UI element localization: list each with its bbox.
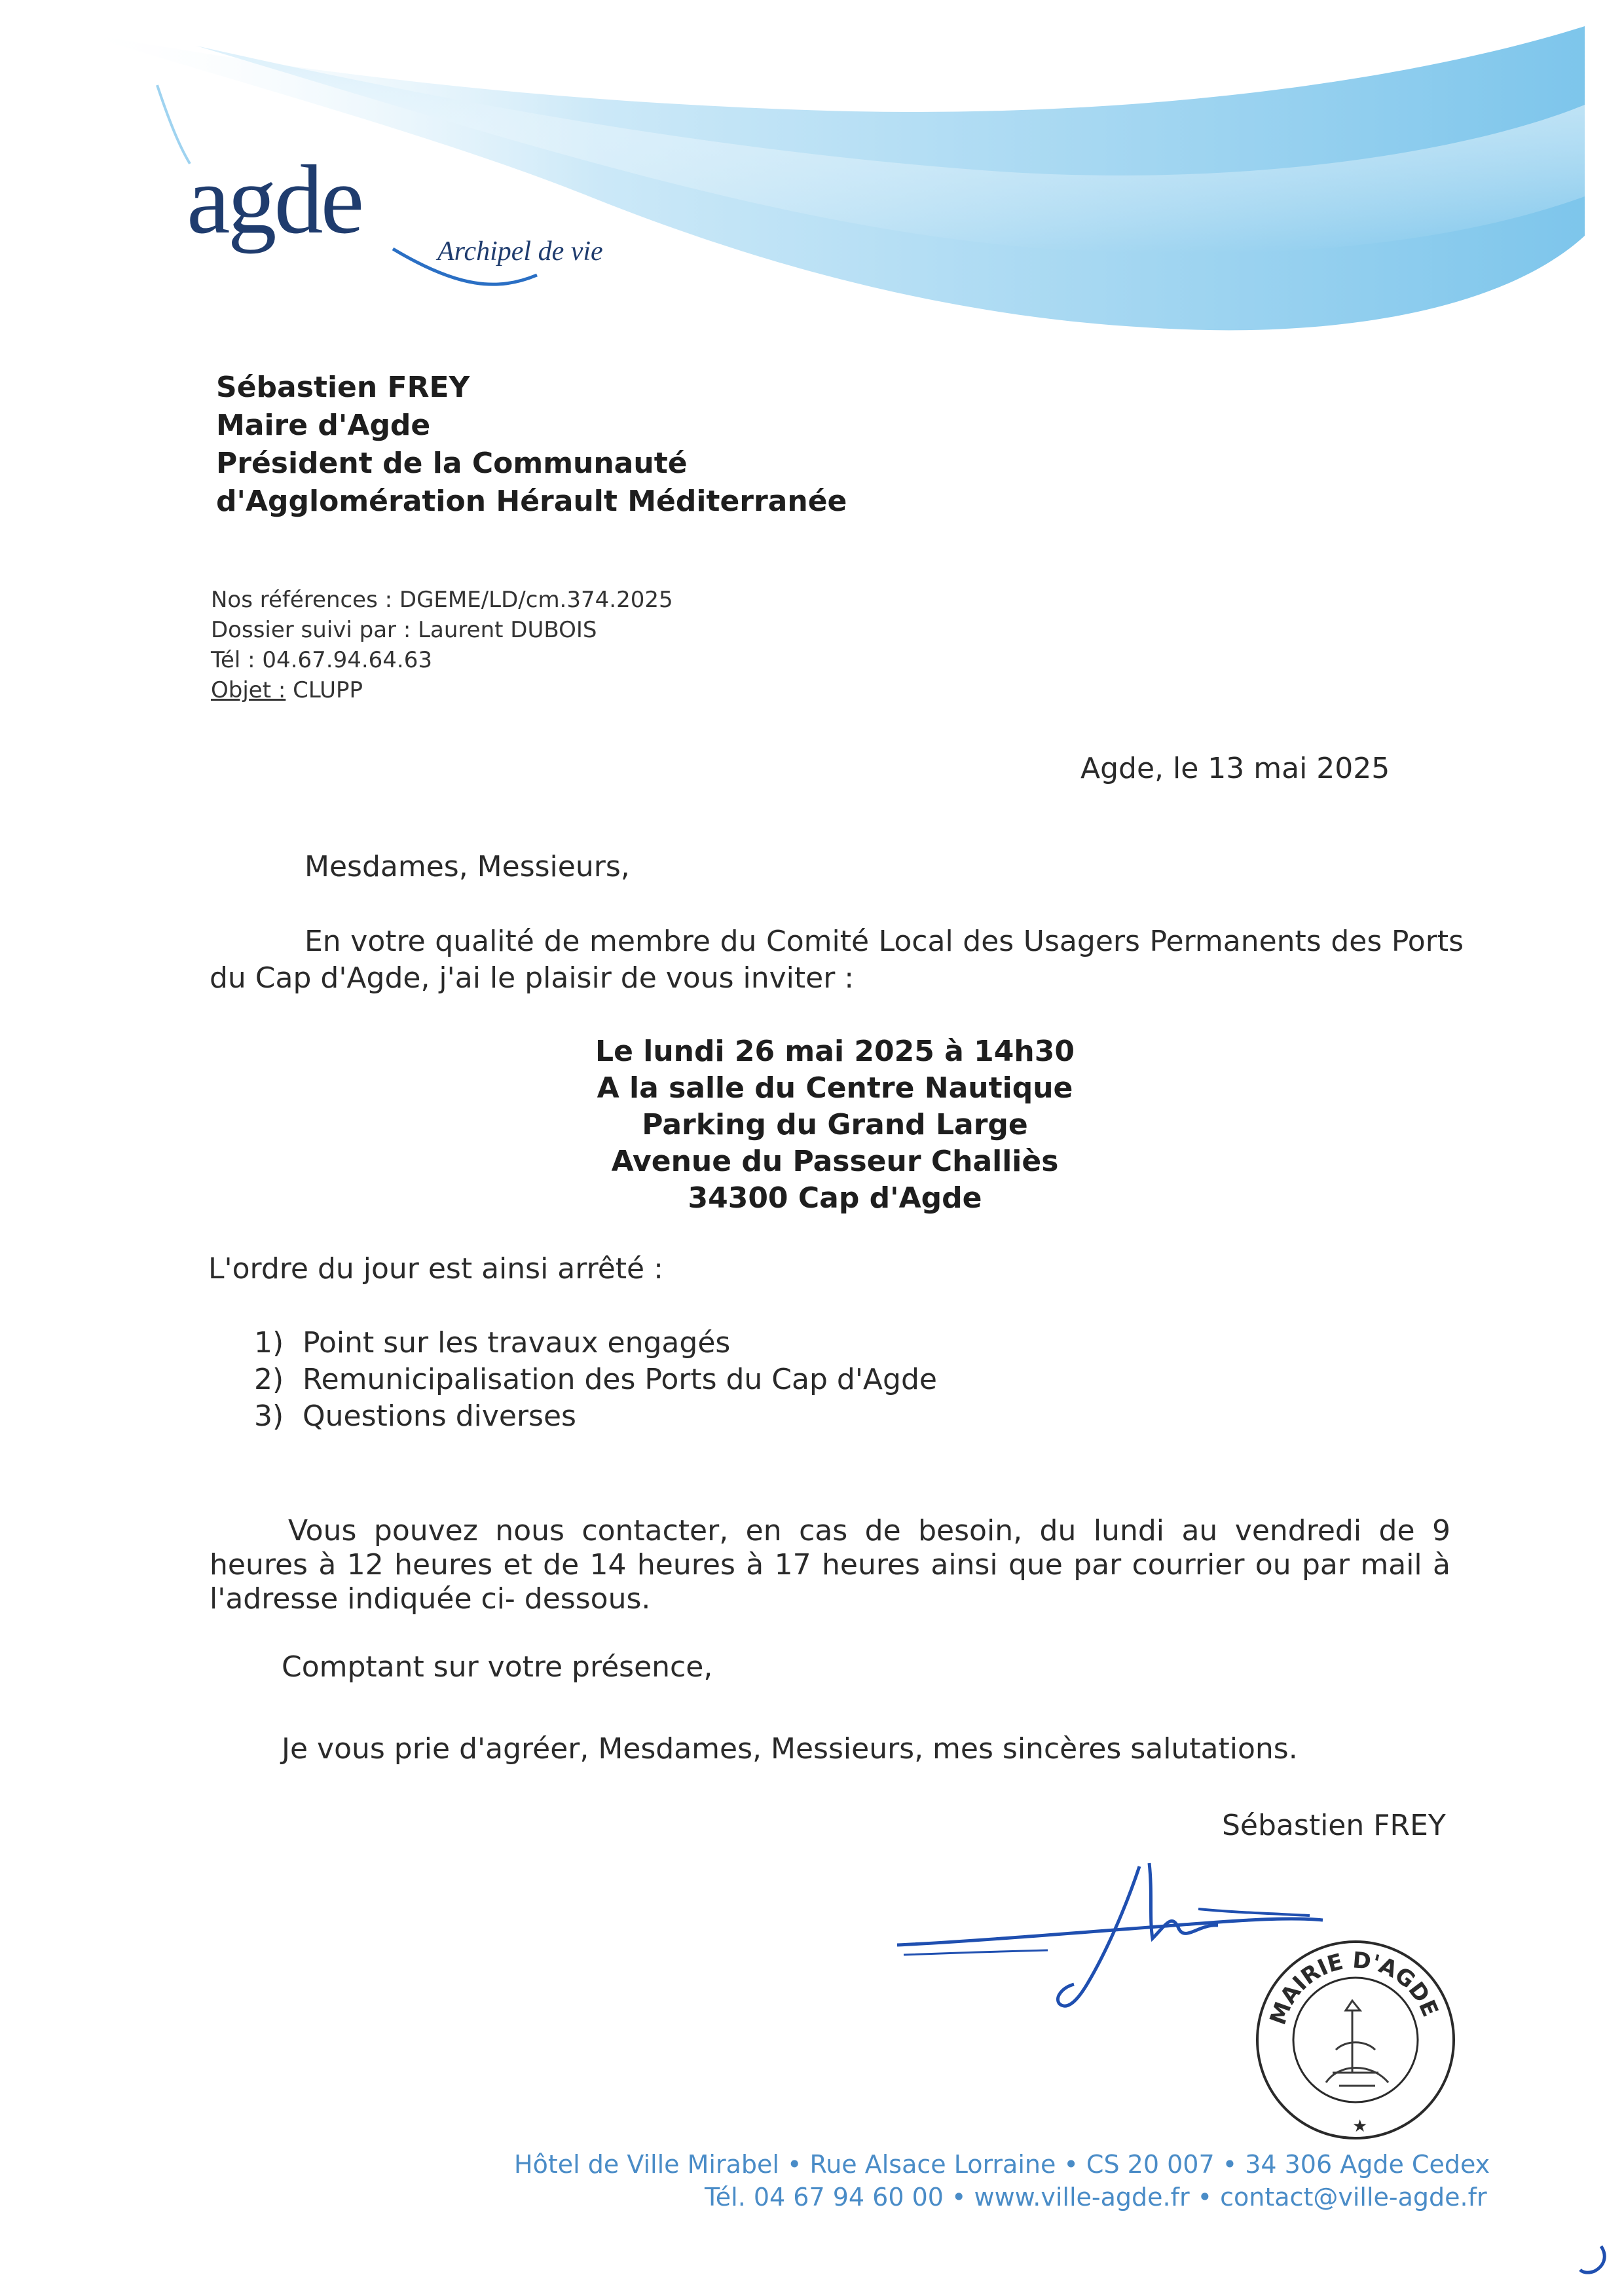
our-references: Nos références : DGEME/LD/cm.374.2025 bbox=[211, 587, 673, 613]
sender-block bbox=[216, 369, 847, 521]
meeting-details bbox=[458, 1033, 1211, 1217]
footer-address: Hôtel de Ville Mirabel • Rue Alsace Lorraine • CS 20 007 • 34 306 Agde Cedex bbox=[514, 2150, 1490, 2179]
references-block bbox=[211, 585, 673, 705]
phone-reference: Tél : 04.67.94.64.63 bbox=[211, 647, 432, 673]
agenda-item-text: Remunicipalisation des Ports du Cap d'Agde bbox=[303, 1363, 937, 1396]
sender-name: Sébastien FREY bbox=[216, 371, 470, 404]
sender-title-agglomeration: d'Agglomération Hérault Méditerranée bbox=[216, 485, 847, 518]
meeting-room: A la salle du Centre Nautique bbox=[597, 1071, 1073, 1105]
subject-line bbox=[211, 675, 673, 705]
agenda-item bbox=[254, 1361, 937, 1398]
greeting: Mesdames, Messieurs, bbox=[304, 850, 630, 883]
signatory-name: Sébastien FREY bbox=[1222, 1809, 1446, 1842]
subject-label: Objet : bbox=[211, 677, 286, 703]
meeting-parking: Parking du Grand Large bbox=[642, 1108, 1028, 1141]
meeting-date-time: Le lundi 26 mai 2025 à 14h30 bbox=[595, 1035, 1075, 1068]
corner-ink-mark bbox=[1575, 2240, 1614, 2286]
meeting-street: Avenue du Passeur Challiès bbox=[611, 1145, 1059, 1178]
agenda-item-number: 1) bbox=[254, 1326, 284, 1360]
agenda-list bbox=[254, 1325, 937, 1435]
agenda-intro: L'ordre du jour est ainsi arrêté : bbox=[208, 1252, 663, 1286]
agde-logo-wordmark: agde bbox=[187, 145, 362, 254]
file-handler: Dossier suivi par : Laurent DUBOIS bbox=[211, 617, 597, 643]
meeting-city: 34300 Cap d'Agde bbox=[688, 1181, 982, 1215]
svg-text:★: ★ bbox=[1352, 2117, 1368, 2136]
footer-contact: Tél. 04 67 94 60 00 • www.ville-agde.fr • contact@ville-agde.fr bbox=[705, 2183, 1487, 2212]
agenda-item-text: Questions diverses bbox=[303, 1399, 576, 1433]
intro-paragraph: En votre qualité de membre du Comité Local des Usagers Permanents des Ports du Cap d'Agde, j'ai le plaisir de vous inviter : bbox=[210, 925, 1464, 995]
agde-logo-tagline: Archipel de vie bbox=[437, 236, 603, 267]
sender-title-mayor: Maire d'Agde bbox=[216, 409, 431, 442]
stamp-text: MAIRIE D'AGDE bbox=[1264, 1947, 1443, 2029]
closing-salutation: Je vous prie d'agréer, Mesdames, Messieurs, mes sincères salutations. bbox=[282, 1732, 1298, 1766]
letter-date: Agde, le 13 mai 2025 bbox=[1080, 752, 1390, 785]
agenda-item bbox=[254, 1398, 937, 1435]
sender-title-president: Président de la Communauté bbox=[216, 447, 688, 480]
closing-presence: Comptant sur votre présence, bbox=[282, 1650, 713, 1684]
mairie-official-stamp bbox=[1247, 1932, 1464, 2148]
agenda-item-number: 2) bbox=[254, 1363, 284, 1396]
agenda-item-text: Point sur les travaux engagés bbox=[303, 1326, 731, 1360]
subject-value: CLUPP bbox=[286, 677, 363, 703]
agenda-item bbox=[254, 1325, 937, 1361]
agenda-item-number: 3) bbox=[254, 1399, 284, 1433]
contact-paragraph: Vous pouvez nous contacter, en cas de besoin, du lundi au vendredi de 9 heures à 12 heures et de 14 heures à 17 heures ainsi que par courrier ou par mail à l'adresse indiquée ci- dessous. bbox=[210, 1514, 1450, 1616]
